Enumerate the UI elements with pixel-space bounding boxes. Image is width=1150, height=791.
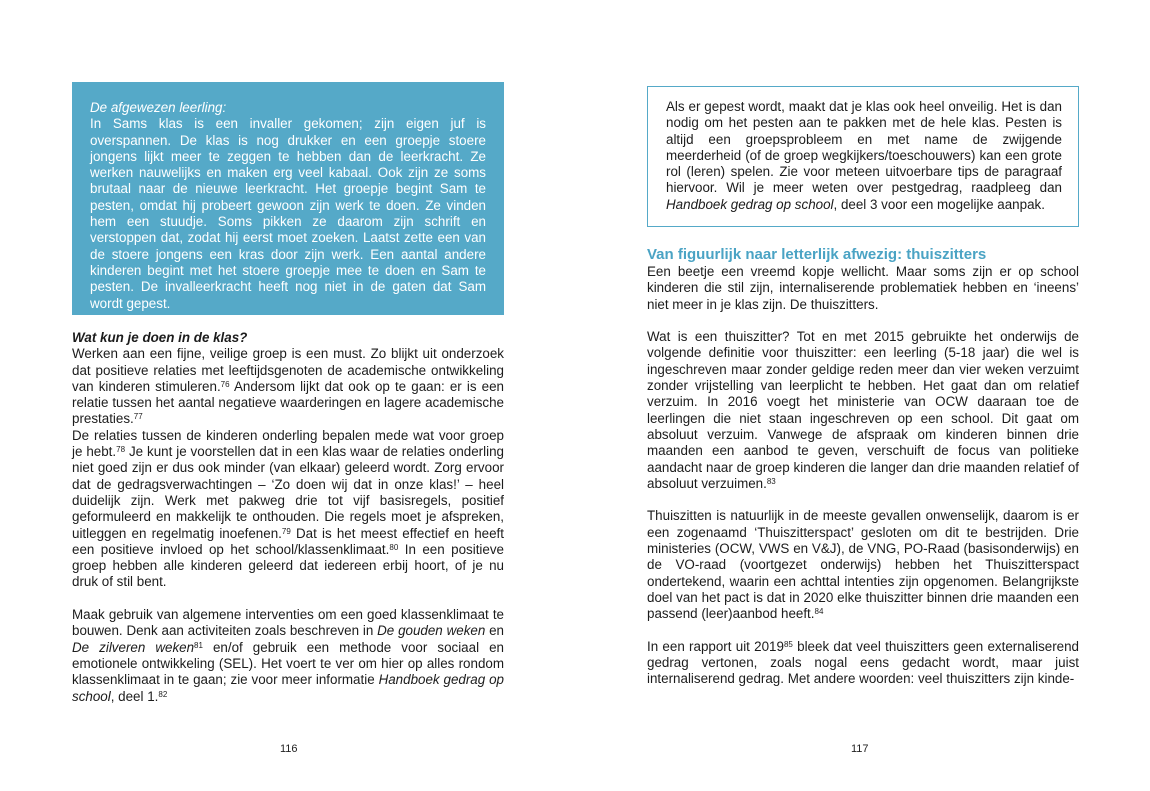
case-study-box [72, 82, 504, 315]
left-page: De afgewezen leerling: In Sams klas is een invaller gekomen; zijn eigen juf is overspannen. De klas is nog drukker en een groepje stoere jongens lijkt meer te zeggen te hebben dan de leerkracht. Ze werken nauwelijks en maken erg veel kabaal. Ook zijn ze soms brutaal naar de nieuwe leerkracht. Het groepje begint Sam te pesten, omdat hij probeert gewoon zijn werk te doen. Ze vinden hem een stuudje. Soms pikken ze daarom zijn schrift en verstoppen dat, zodat hij eerst moet zoeken. Laatst zette een van de stoere jongens een kras door zijn werk. Een aantal andere kinderen begint met het stoere groepje mee te doen en Sam te pesten. De invalleerkracht heeft nog niet in de gaten dat Sam wordt gepest. Wat kun je doen in de klas? Werken aan een fijne, veilige groep is een must. Zo blijkt uit onderzoek dat positieve relaties met leeftijdsgenoten de academische ontwikkeling van kinderen stimuleren.$^{76}$ Andersom lijkt dat ook op te gaan: er is een relatie tussen het aantal negatieve waarderingen en lagere academische prestaties.$^{77}$ De relaties tussen de kinderen onderling bepalen mede wat voor groep je hebt.$^{78}$ Je kunt je voorstellen dat in een klas waar de relaties onderling niet goed zijn er dus ook minder (van elkaar) geleerd wordt. Zorg ervoor dat de gedragsverwachtingen – ‘Zo doen wij dat in onze klas!’ – heel duidelijk zijn. Werk met pakweg drie tot vijf basisregels, positief geformuleerd en makkelijk te onthouden. Die regels moet je afspreken, uitleggen en regelmatig inoefenen.$^{79}$ Dat is het meest effectief en heeft een positieve invloed op het school/klassenklimaat.$^{80}$ In een positieve groep hebben alle kinderen geleerd dat iedereen erbij hoort, of je nu druk of stil bent. Maak gebruik van algemene interventies om een goed klassenklimaat te bouwen. Denk aan activiteiten zoals beschreven in De gouden weken en De zilveren weken$^{81}$ en/of gebruik een methode voor sociaal en emotionele ontwikkeling (SEL). Het voert te ver om hier op alles rondom klassenklimaat in te gaan; zie voor meer informatie Handboek gedrag op school, deel 1.82 116 [0, 0, 575, 791]
section-heading: Wat kun je doen in de klas? [72, 330, 248, 345]
tip-box: Als er gepest wordt, maakt dat je klas ook heel onveilig. Het is dan nodig om het pesten aan te pakken met de hele klas. Pesten is altijd een groepsprobleem en met name de zwijgende meerderheid (of de groep wegkijkers/toeschouwers) kan een grote rol (leren) spelen. Zie voor meteen uitvoerbare tips de paragraaf hiervoor. Wil je meer weten over pestgedrag, raadpleeg dan Handboek gedrag op school, deel 3 voor een mogelijke aanpak. [647, 86, 1079, 227]
footnote-ref: 83 [766, 476, 776, 486]
paragraph-3: Maak gebruik van algemene interventies om een goed klassenklimaat te bouwen. Denk aan activiteiten zoals beschreven in De gouden weken en De zilveren weken$^{81}$ en/of gebruik een methode voor sociaal en emotionele ontwikkeling (SEL). Het voert te ver om hier op alles rondom klassenklimaat in te gaan; zie voor meer informatie Handboek gedrag op school, deel 1.82 [72, 607, 505, 704]
footnote-ref: 81 [194, 640, 203, 650]
footnote-ref: 77 [133, 412, 143, 422]
paragraph-2: Wat is een thuiszitter? Tot en met 2015 gebruikte het onderwijs de volgende definitie voor thuiszitter: een leerling (5-18 jaar) die wel is ingeschreven maar zonder geldige reden meer dan vier weken verzuimt zonder vrijstelling van leerplicht te hebben. Het gaat dan om relatief verzuim. In 2016 voegt het ministerie van OCW daaraan toe de leerlingen die niet staan ingeschreven op een school. Dit gaat om absoluut verzuim. Vanwege de afspraak om kinderen binnen drie maanden een aanbod te geven, verschuift de focus van politieke aandacht naar de groep kinderen die langer dan drie maanden relatief of absoluut verzuimen.$^{83}$ [647, 329, 1079, 491]
footnote-ref: 84 [814, 607, 824, 617]
footnote-ref: 82 [158, 689, 168, 699]
footnote-ref: 85 [783, 639, 793, 649]
footnote-ref: 78 [116, 445, 126, 455]
footnote-ref: 79 [281, 526, 291, 536]
section-heading: Van figuurlijk naar letterlijk afwezig: thuiszitters [647, 246, 987, 263]
case-study-title: De afgewezen leerling: [90, 100, 227, 115]
paragraph-2: De relaties tussen de kinderen onderling bepalen mede wat voor groep je hebt.$^{78}$ Je kunt je voorstellen dat in een klas waar de relaties onderling niet goed zijn er dus ook minder (van elkaar) geleerd wordt. Zorg ervoor dat de gedragsverwachtingen – ‘Zo doen wij dat in onze klas!’ – heel duidelijk zijn. Werk met pakweg drie tot vijf basisregels, positief geformuleerd en makkelijk te onthouden. Die regels moet je afspreken, uitleggen en regelmatig inoefenen.$^{79}$ Dat is het meest effectief en heeft een positieve invloed op het school/klassenklimaat.$^{80}$ In een positieve groep hebben alle kinderen geleerd dat iedereen erbij hoort, of je nu druk of stil bent. [72, 427, 504, 590]
right-page: Als er gepest wordt, maakt dat je klas ook heel onveilig. Het is dan nodig om het pesten aan te pakken met de hele klas. Pesten is altijd een groepsprobleem en met name de zwijgende meerderheid (of de groep wegkijkers/toeschouwers) kan een grote rol (leren) spelen. Zie voor meteen uitvoerbare tips de paragraaf hiervoor. Wil je meer weten over pestgedrag, raadpleeg dan Handboek gedrag op school, deel 3 voor een mogelijke aanpak. Van figuurlijk naar letterlijk afwezig: thuiszitters Een beetje een vreemd kopje wellicht. Maar soms zijn er op school kinderen die stil zijn, internaliserende problematiek hebben en ‘ineens’ niet meer in je klas zijn. De thuiszitters. Wat is een thuiszitter? Tot en met 2015 gebruikte het onderwijs de volgende definitie voor thuiszitter: een leerling (5-18 jaar) die wel is ingeschreven maar zonder geldige reden meer dan vier weken verzuimt zonder vrijstelling van leerplicht te hebben. Het gaat dan om relatief verzuim. In 2016 voegt het ministerie van OCW daaraan toe de leerlingen die niet staan ingeschreven op een school. Dit gaat om absoluut verzuim. Vanwege de afspraak om kinderen binnen drie maanden een aanbod te geven, verschuift de focus van politieke aandacht naar de groep kinderen die langer dan drie maanden relatief of absoluut verzuimen.$^{83}$ Thuiszitten is natuurlijk in de meeste gevallen onwenselijk, daarom is er een zogenaamd ‘Thuiszitterspact’ gesloten om dit te bestrijden. Drie ministeries (OCW, VWS en V&J), de VNG, PO-Raad (basisonderwijs) en de VO-raad (voortgezet onderwijs) hebben het Thuiszitterspact ondertekend, waarin een achttal intenties zijn opgenomen. Belangrijkste doel van het pact is dat in 2020 elke thuiszitter binnen drie maanden een passend (leer)aanbod heeft.$^{84}$ In een rapport uit 2019$^{85}$ bleek dat veel thuiszitters geen externaliserend gedrag vertonen, zoals nogal eens gedacht wordt, maar juist internaliserend gedrag. Met andere woorden: veel thuiszitters zijn kinde- 117 [575, 0, 1150, 791]
paragraph-4: In een rapport uit 2019$^{85}$ bleek dat veel thuiszitters geen externaliserend gedrag vertonen, zoals nogal eens gedacht wordt, maar juist internaliserend gedrag. Met andere woorden: veel thuiszitters zijn kinde- [647, 638, 1080, 687]
paragraph-1: Een beetje een vreemd kopje wellicht. Maar soms zijn er op school kinderen die stil zijn, internaliserende problematiek hebben en ‘ineens’ niet meer in je klas zijn. De thuiszitters. [647, 264, 1079, 312]
case-study-body: In Sams klas is een invaller gekomen; zijn eigen juf is overspannen. De klas is nog drukker en een groepje stoere jongens lijkt meer te zeggen te hebben dan de leerkracht. Ze werken nauwelijks en maken erg veel kabaal. Ook zijn ze soms brutaal naar de nieuwe leerkracht. Het groepje begint Sam te pesten, omdat hij probeert gewoon zijn werk te doen. Ze vinden hem een stuudje. Soms pikken ze daarom zijn schrift en verstoppen dat, zodat hij eerst moet zoeken. Laatst zette een van de stoere jongens een kras door zijn werk. Een aantal andere kinderen begint met het stoere groepje mee te doen en Sam te pesten. De invalleerkracht heeft nog niet in de gaten dat Sam wordt gepest. [90, 116, 486, 311]
footnote-ref: 80 [389, 542, 399, 552]
paragraph-1: Werken aan een fijne, veilige groep is een must. Zo blijkt uit onderzoek dat positieve relaties met leeftijdsgenoten de academische ontwikkeling van kinderen stimuleren.$^{76}$ Andersom lijkt dat ook op te gaan: er is een relatie tussen het aantal negatieve waarderingen en lagere academische prestaties.$^{77}$ [72, 346, 504, 427]
left-body-text [72, 330, 504, 705]
right-body-text [647, 246, 1079, 688]
footnote-ref: 76 [220, 379, 230, 389]
paragraph-3: Thuiszitten is natuurlijk in de meeste gevallen onwenselijk, daarom is er een zogenaamd ‘Thuiszitterspact’ gesloten om dit te bestrijden. Drie ministeries (OCW, VWS en V&J), de VNG, PO-Raad (basisonderwijs) en de VO-raad (voortgezet onderwijs) hebben het Thuiszitterspact ondertekend, waarin een achttal intenties zijn opgenomen. Belangrijkste doel van het pact is dat in 2020 elke thuiszitter binnen drie maanden een passend (leer)aanbod heeft.$^{84}$ [647, 508, 1079, 622]
